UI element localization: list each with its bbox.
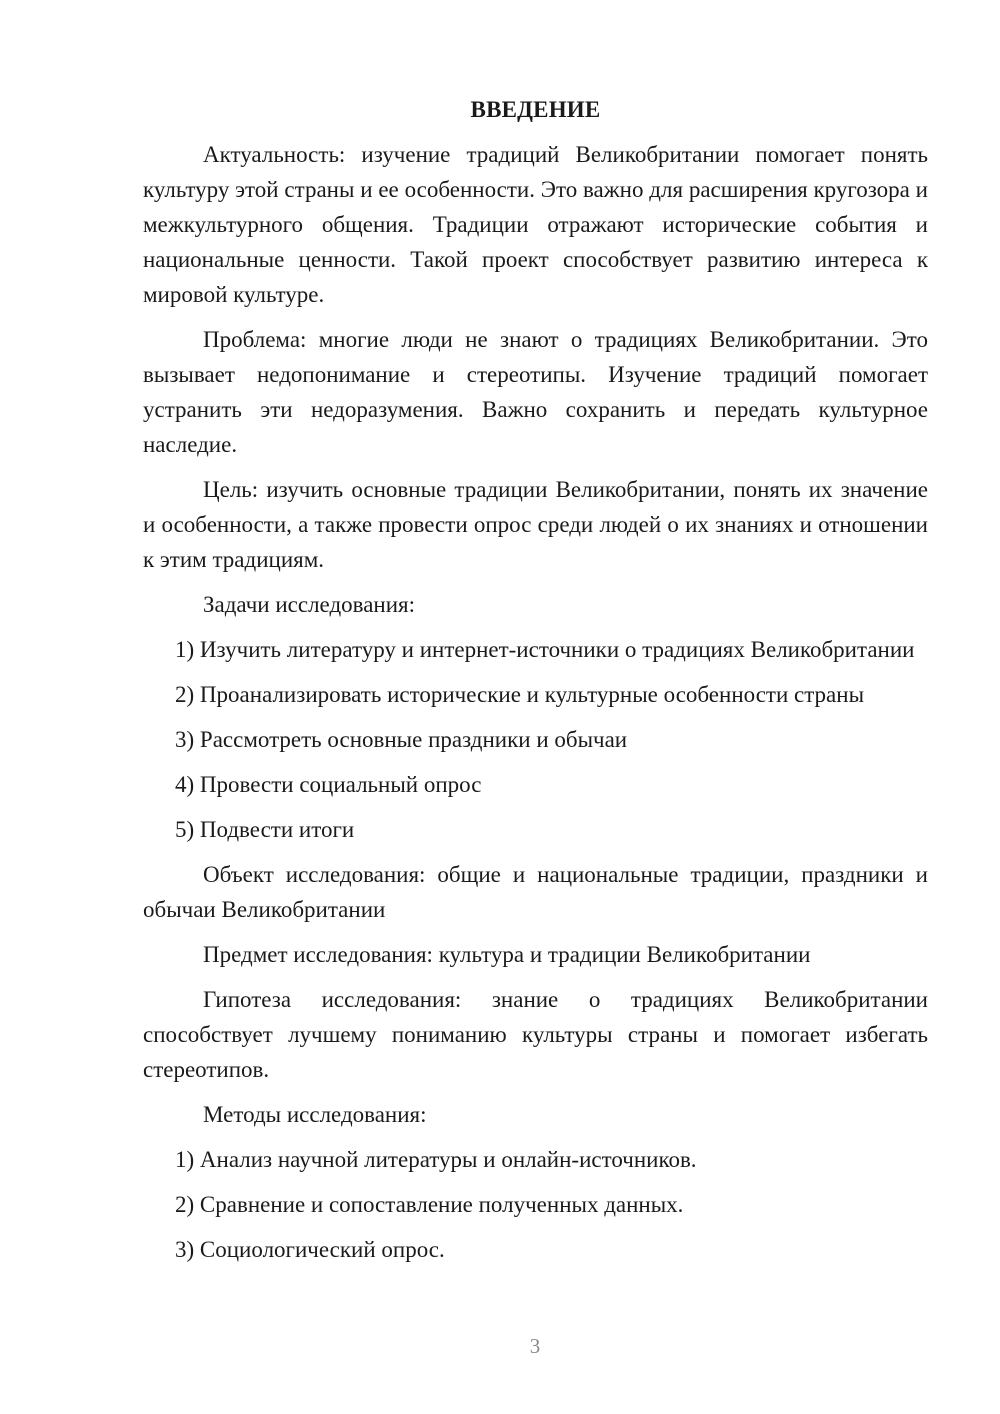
task-item-3: 3) Рассмотреть основные праздники и обычаи [175,727,628,752]
page-content [143,92,928,1277]
methods-title: Методы исследования: [203,1102,427,1127]
paragraph-problem: Проблема: многие люди не знают о традициях Великобритании. Это вызывает недопонимание и стереотипы. Изучение традиций помогает устранить эти недоразумения. Важно сохранить и передать культурное наследие. [143,327,928,457]
section-heading: ВВЕДЕНИЕ [470,97,601,122]
method-item-2: 2) Сравнение и сопоставление полученных данных. [175,1192,684,1217]
method-item-3: 3) Социологический опрос. [175,1237,445,1262]
paragraph-hypothesis: Гипотеза исследования: знание о традициях Великобритании способствует лучшему пониманию культуры страны и помогает избегать стереотипов. [143,987,928,1082]
task-item-5: 5) Подвести итоги [175,817,355,842]
page-number: 3 [529,1334,541,1358]
task-item-4: 4) Провести социальный опрос [175,772,482,797]
methods-list [143,1142,928,1267]
paragraph-relevance: Актуальность: изучение традиций Великобритании помогает понять культуру этой страны и ее особенности. Это важно для расширения кругозора и межкультурного общения. Традиции отражают исторические события и национальные ценности. Такой проект способствует развитию интереса к мировой культуре. [143,142,928,307]
tasks-list [143,632,928,847]
paragraph-subject: Предмет исследования: культура и традиции Великобритании [203,942,811,967]
paragraph-object: Объект исследования: общие и национальные традиции, праздники и обычаи Великобритании [143,862,928,922]
task-item-2: 2) Проанализировать исторические и культурные особенности страны [175,682,865,707]
paragraph-goal: Цель: изучить основные традиции Великобритании, понять их значение и особенности, а также провести опрос среди людей о их знаниях и отношении к этим традициям. [143,477,928,572]
method-item-1: 1) Анализ научной литературы и онлайн-источников. [175,1147,697,1172]
tasks-title: Задачи исследования: [203,592,416,617]
task-item-1: 1) Изучить литературу и интернет-источники о традициях Великобритании [175,637,915,662]
